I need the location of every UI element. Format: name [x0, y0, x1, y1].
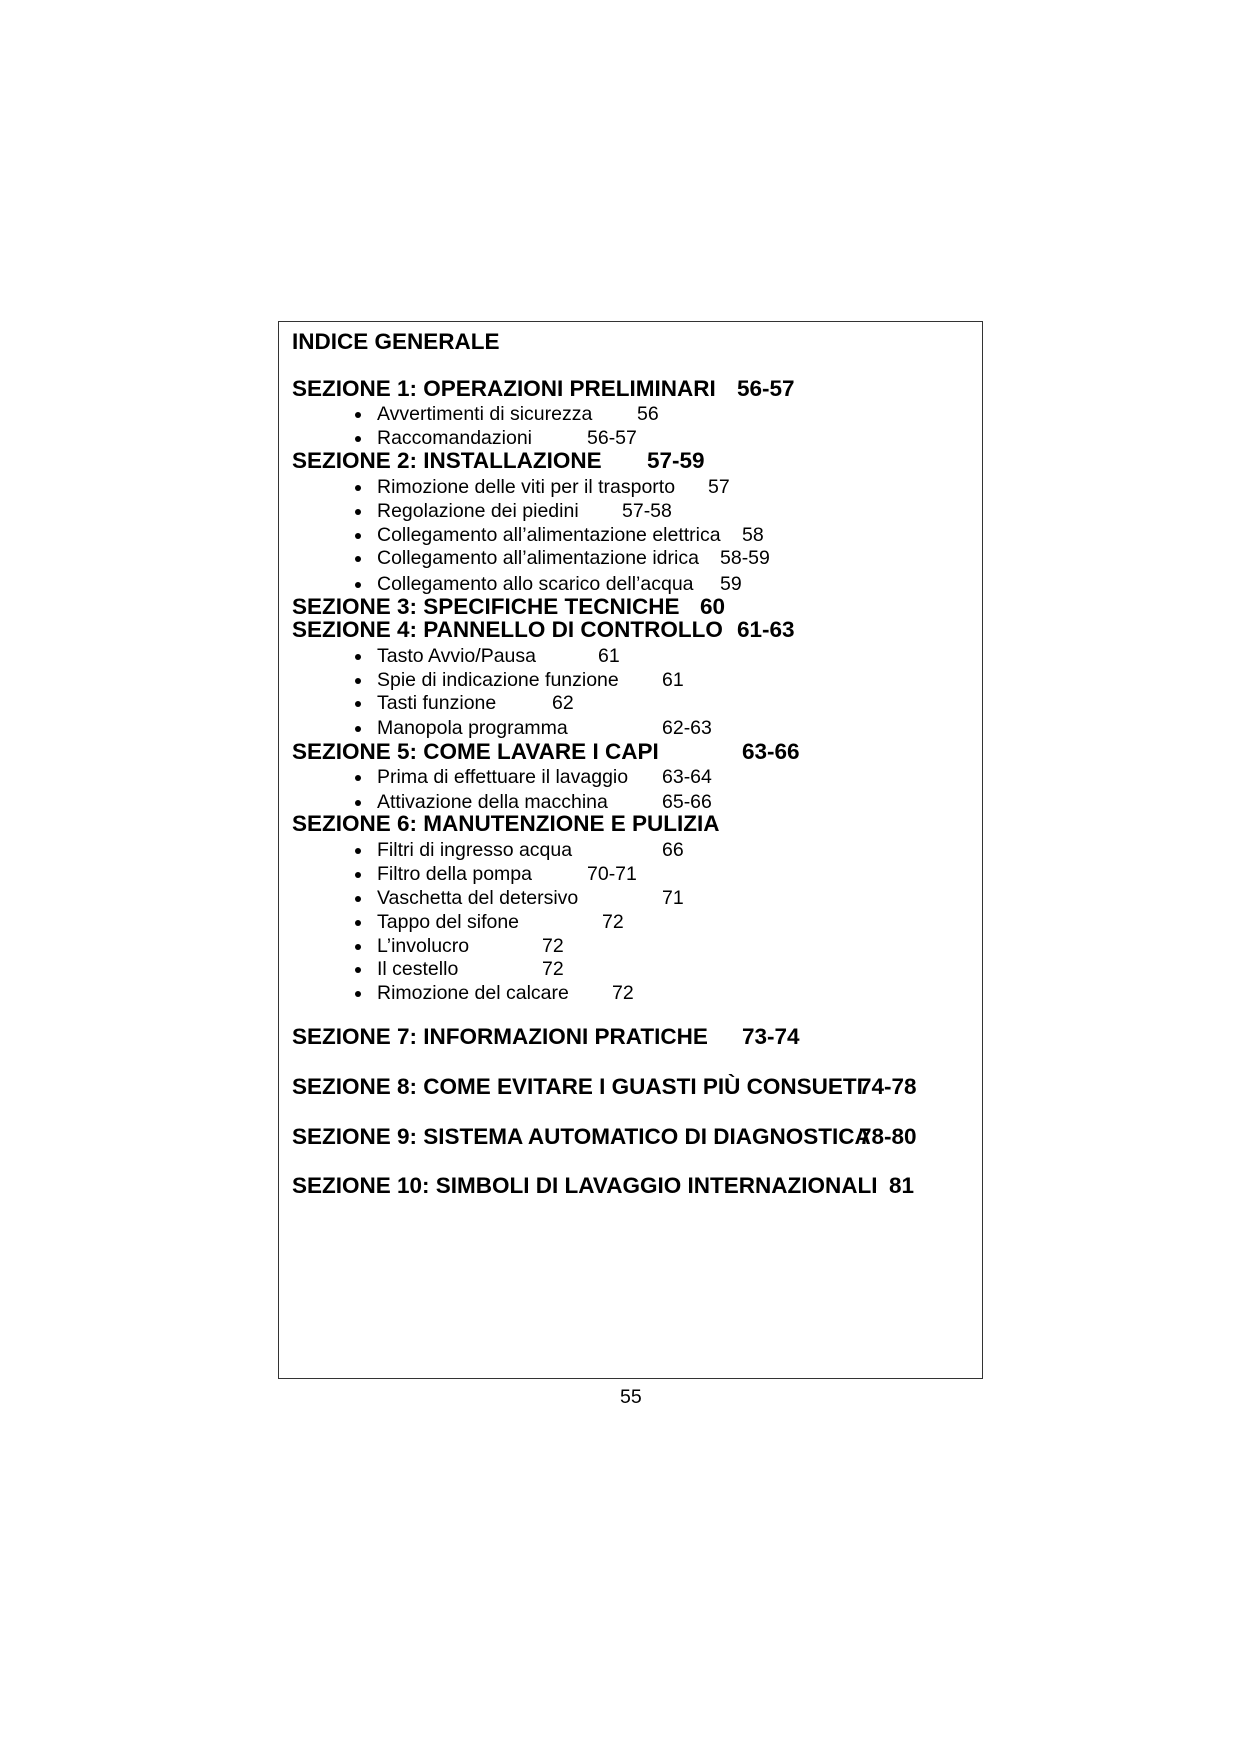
section-7-pages: 73-74 [742, 1024, 800, 1049]
item-2-4-label: Collegamento all’alimentazione idrica [377, 547, 699, 569]
bullet-icon [355, 872, 361, 878]
toc-title: INDICE GENERALE [292, 329, 500, 354]
item-2-2-label: Regolazione dei piedini [377, 500, 579, 522]
section-2-label: SEZIONE 2: INSTALLAZIONE [292, 448, 602, 473]
item-2-5-label: Collegamento allo scarico dell’acqua [377, 573, 694, 595]
section-5-label: SEZIONE 5: COME LAVARE I CAPI [292, 739, 659, 764]
item-4-2-pages: 61 [662, 669, 684, 691]
section-9-pages: 78-80 [859, 1124, 917, 1149]
section-5-pages: 63-66 [742, 739, 800, 764]
bullet-icon [355, 412, 361, 418]
item-4-3-label: Tasti funzione [377, 692, 497, 714]
section-8-pages: 74-78 [859, 1074, 917, 1099]
item-2-5-pages: 59 [720, 573, 742, 595]
section-9-label: SEZIONE 9: SISTEMA AUTOMATICO DI DIAGNOSTICA [292, 1124, 871, 1149]
item-6-1-pages: 66 [662, 839, 684, 861]
item-6-2-label: Filtro della pompa [377, 863, 532, 885]
section-8-label: SEZIONE 8: COME EVITARE I GUASTI PIÙ CONSUETI [292, 1074, 863, 1099]
item-6-3-pages: 71 [662, 887, 684, 909]
bullet-icon [355, 582, 361, 588]
section-10-label: SEZIONE 10: SIMBOLI DI LAVAGGIO INTERNAZIONALI [292, 1173, 878, 1198]
bullet-icon [355, 509, 361, 515]
item-6-6-label: Il cestello [377, 958, 459, 980]
item-6-3-label: Vaschetta del detersivo [377, 887, 579, 909]
item-5-2-pages: 65-66 [662, 791, 712, 813]
bullet-icon [355, 485, 361, 491]
item-2-3-pages: 58 [742, 524, 764, 546]
section-6-label: SEZIONE 6: MANUTENZIONE E PULIZIA [292, 811, 720, 836]
page-number: 55 [620, 1386, 642, 1408]
item-4-2-label: Spie di indicazione funzione [377, 669, 619, 691]
section-1-pages: 56-57 [737, 376, 795, 401]
section-4-pages: 61-63 [737, 617, 795, 642]
item-2-1-pages: 57 [708, 476, 730, 498]
item-2-3-label: Collegamento all’alimentazione elettrica [377, 524, 721, 546]
bullet-icon [355, 678, 361, 684]
bullet-icon [355, 533, 361, 539]
item-2-1-label: Rimozione delle viti per il trasporto [377, 476, 676, 498]
section-10-pages: 81 [889, 1173, 915, 1198]
item-6-5-pages: 72 [542, 935, 564, 957]
item-1-2-pages: 56-57 [587, 427, 637, 449]
item-4-3-pages: 62 [552, 692, 574, 714]
item-5-2-label: Attivazione della macchina [377, 791, 608, 813]
item-6-5-label: L’involucro [377, 935, 470, 957]
bullet-icon [355, 920, 361, 926]
bullet-icon [355, 967, 361, 973]
section-3-label: SEZIONE 3: SPECIFICHE TECNICHE [292, 594, 680, 619]
item-6-4-pages: 72 [602, 911, 624, 933]
item-6-6-pages: 72 [542, 958, 564, 980]
item-1-1-label: Avvertimenti di sicurezza [377, 403, 593, 425]
item-1-2-label: Raccomandazioni [377, 427, 533, 449]
section-2-pages: 57-59 [647, 448, 705, 473]
bullet-icon [355, 654, 361, 660]
item-4-4-pages: 62-63 [662, 717, 712, 739]
item-6-4-label: Tappo del sifone [377, 911, 520, 933]
item-6-7-label: Rimozione del calcare [377, 982, 569, 1004]
section-4-label: SEZIONE 4: PANNELLO DI CONTROLLO [292, 617, 723, 642]
section-3-pages: 60 [700, 594, 726, 619]
item-6-1-label: Filtri di ingresso acqua [377, 839, 573, 861]
bullet-icon [355, 848, 361, 854]
bullet-icon [355, 436, 361, 442]
item-4-4-label: Manopola programma [377, 717, 568, 739]
bullet-icon [355, 556, 361, 562]
section-1-label: SEZIONE 1: OPERAZIONI PRELIMINARI [292, 376, 716, 401]
item-4-1-label: Tasto Avvio/Pausa [377, 645, 536, 667]
bullet-icon [355, 775, 361, 781]
item-6-2-pages: 70-71 [587, 863, 637, 885]
item-5-1-pages: 63-64 [662, 766, 712, 788]
bullet-icon [355, 896, 361, 902]
item-1-1-pages: 56 [637, 403, 659, 425]
bullet-icon [355, 726, 361, 732]
item-6-7-pages: 72 [612, 982, 634, 1004]
bullet-icon [355, 701, 361, 707]
section-7-label: SEZIONE 7: INFORMAZIONI PRATICHE [292, 1024, 708, 1049]
item-5-1-label: Prima di effettuare il lavaggio [377, 766, 629, 788]
bullet-icon [355, 991, 361, 997]
bullet-icon [355, 944, 361, 950]
bullet-icon [355, 800, 361, 806]
item-2-4-pages: 58-59 [720, 547, 770, 569]
item-4-1-pages: 61 [598, 645, 620, 667]
item-2-2-pages: 57-58 [622, 500, 672, 522]
